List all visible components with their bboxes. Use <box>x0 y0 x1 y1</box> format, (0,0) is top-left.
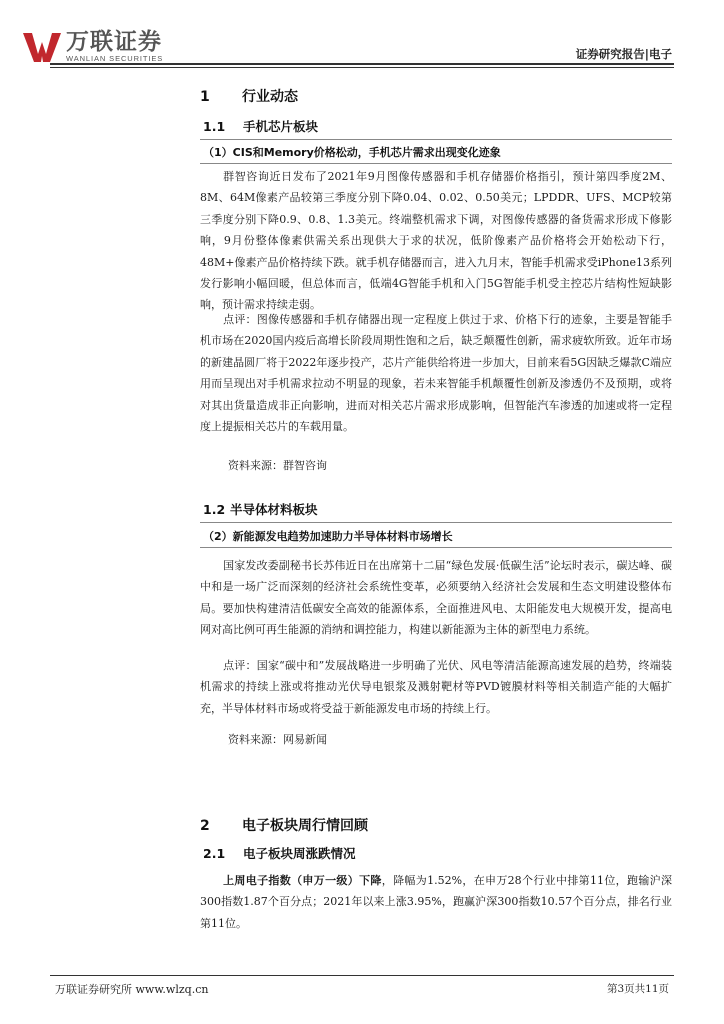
subsection-number: 1.2 <box>203 502 226 517</box>
logo-chinese-name: 万联证券 <box>66 29 162 55</box>
headline-rule <box>200 163 672 164</box>
analyst-comment-2: 点评：国家“碳中和”发展战略进一步明确了光伏、风电等清洁能源高速发展的趋势，终端装机需求的持续上涨或将推动光伏导电银浆及溅射靶材等PVD镀膜材料等相关制造产能的大幅扩充，半导体材料市场或将受益于新能源发电市场的持续上行。 <box>200 659 672 715</box>
company-logo <box>22 30 163 64</box>
source-note-2: 资料来源：网易新闻 <box>228 733 327 746</box>
source-note-1: 资料来源：群智咨询 <box>228 459 327 472</box>
weekly-performance-paragraph <box>200 870 672 934</box>
subsection-1-2-heading <box>203 500 318 518</box>
section-number: 2 <box>200 818 210 834</box>
weekly-performance-text: ，降幅为1.52%，在申万28个行业中排第11位，跑输沪深300指数1.87个百分点；2021年以来上涨3.95%，跑赢沪深300指数10.57个百分点，排名行业第11位。 <box>200 874 673 930</box>
section-title: 电子板块周行情回顾 <box>242 818 368 834</box>
headline-rule <box>200 522 672 523</box>
section-1-heading <box>200 86 298 106</box>
headline-rule <box>200 139 672 140</box>
subsection-title: 手机芯片板块 <box>243 119 319 134</box>
wanlian-logo-mark-icon <box>22 30 62 64</box>
subsection-number: 2.1 <box>203 846 226 861</box>
news-headline-1: （1）CIS和Memory价格松动，手机芯片需求出现变化迹象 <box>203 146 501 159</box>
subsection-2-1-heading <box>203 844 356 862</box>
report-category-label: 证券研究报告|电子 <box>575 47 672 61</box>
analyst-comment-1: 点评：图像传感器和手机存储器出现一定程度上供过于求、价格下行的迹象，主要是智能手机市场在2020国内疫后高增长阶段周期性饱和之后，缺乏颠覆性创新，需求疲软所致。近年市场的新建晶圆厂将于2022年逐步投产，芯片产能供给将进一步加大，目前来看5G因缺乏爆款C端应用而呈现出对手机需求拉动不明显的现象，若未来智能手机颠覆性创新及渗透仍不及预期，或将对其出货量造成非正向影响，进而对相关芯片需求形成影响，但智能汽车渗透的加速或将一定程度上提振相关芯片的车载用量。 <box>200 313 672 434</box>
footer-institute: 万联证券研究所 www.wlzq.cn <box>55 983 209 996</box>
header-divider-thin <box>50 67 674 68</box>
subsection-1-1-heading <box>203 117 318 135</box>
header-divider <box>50 63 674 65</box>
footer-divider <box>50 975 674 976</box>
bold-lead-text: 上周电子指数（申万一级）下降 <box>223 874 382 887</box>
section-title: 行业动态 <box>242 89 298 105</box>
section-2-heading <box>200 815 368 835</box>
section-number: 1 <box>200 89 210 105</box>
subsection-number: 1.1 <box>203 119 226 134</box>
headline-rule <box>200 547 672 548</box>
news-body-1: 群智咨询近日发布了2021年9月图像传感器和手机存储器价格指引，预计第四季度2M、8M、64M像素产品较第三季度分别下降0.04、0.02、0.50美元；LPDDR、UFS、MCP较第三季度分别下降0.9、0.8、1.3美元。终端整机需求下调，对图像传感器的备货需求形成下修影响，9月份整体像素供需关系出现供大于求的状况，低阶像素产品价格将会开始松动下行，48M+像素产品价格持续下跌。就手机存储器而言，进入九月末，智能手机需求受iPhone13系列发行影响小幅回暖，但总体而言，低端4G智能手机和入门5G智能手机受主控芯片结构性短缺影响，预计需求持续走弱。 <box>200 170 672 312</box>
news-headline-2: （2）新能源发电趋势加速助力半导体材料市场增长 <box>203 530 453 543</box>
logo-english-name: WANLIAN SECURITIES <box>66 54 164 63</box>
subsection-title: 电子板块周涨跌情况 <box>243 846 356 861</box>
page-number: 第3页共11页 <box>606 983 669 995</box>
news-body-2: 国家发改委副秘书长苏伟近日在出席第十二届“绿色发展·低碳生活”论坛时表示，碳达峰、碳中和是一场广泛而深刻的经济社会系统性变革，必须要纳入经济社会发展和生态文明建设整体布局。要加快构建清洁低碳安全高效的能源体系，全面推进风电、太阳能发电大规模开发，提高电网对高比例可再生能源的消纳和调控能力，构建以新能源为主体的新型电力系统。 <box>200 559 672 637</box>
subsection-title: 半导体材料板块 <box>230 502 318 517</box>
